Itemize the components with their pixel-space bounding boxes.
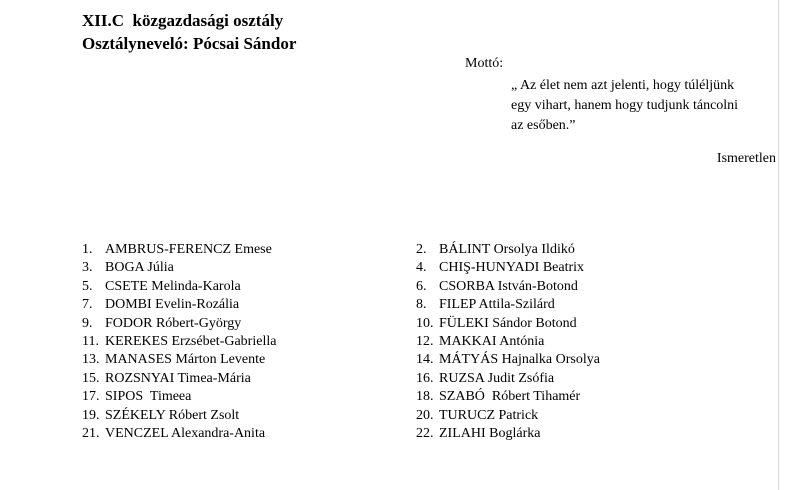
student-number: 11.	[82, 334, 99, 350]
student-item	[82, 315, 276, 333]
student-list-left	[82, 241, 276, 443]
student-item	[82, 407, 276, 425]
student-name: TURUCZ Patrick	[439, 407, 539, 423]
student-number: 8.	[416, 297, 427, 313]
student-number: 2.	[416, 242, 427, 257]
student-name: SZÉKELY Róbert Zsolt	[105, 407, 240, 423]
student-name: DOMBI Evelin-Rozália	[105, 297, 240, 313]
student-item	[416, 351, 600, 369]
student-name: CHIŞ-HUNYADI Beatrix	[439, 260, 585, 276]
student-item	[416, 333, 600, 351]
student-item	[82, 425, 276, 443]
class-title: XII.C közgazdasági osztály	[82, 11, 284, 30]
student-list-right	[416, 241, 600, 443]
student-number: 7.	[82, 297, 93, 313]
motto-line: „ Az élet nem azt jelenti, hogy túléljünk	[511, 78, 735, 93]
student-name: FÜLEKI Sándor Botond	[439, 315, 577, 331]
motto-line: az esőben.”	[511, 118, 576, 133]
student-number: 14.	[416, 352, 434, 368]
student-number: 15.	[82, 370, 100, 386]
student-name: AMBRUS-FERENCZ Emese	[105, 242, 272, 257]
student-number: 5.	[82, 278, 93, 294]
student-name: SIPOS Timeea	[105, 389, 192, 405]
student-item	[416, 315, 600, 333]
student-number: 18.	[416, 389, 434, 405]
student-number: 9.	[82, 315, 93, 331]
student-number: 17.	[82, 389, 100, 405]
student-name: VENCZEL Alexandra-Anita	[105, 426, 266, 442]
student-name: FODOR Róbert-György	[105, 315, 242, 331]
student-name: KEREKES Erzsébet-Gabriella	[105, 334, 277, 350]
student-number: 10.	[416, 315, 434, 331]
student-number: 21.	[82, 426, 100, 442]
student-number: 1.	[82, 242, 93, 257]
student-name: ROZSNYAI Timea-Mária	[105, 370, 251, 386]
student-number: 19.	[82, 407, 100, 423]
student-item	[416, 370, 600, 388]
student-item	[82, 370, 276, 388]
student-item	[82, 278, 276, 296]
student-name: MÁTYÁS Hajnalka Orsolya	[439, 352, 600, 368]
page-edge	[778, 0, 779, 490]
student-item	[416, 259, 600, 277]
student-name: RUZSA Judit Zsófia	[439, 370, 555, 386]
student-item	[82, 388, 276, 406]
student-item	[416, 278, 600, 296]
student-item	[416, 296, 600, 314]
student-item	[82, 333, 276, 351]
student-number: 12.	[416, 334, 434, 350]
student-item	[82, 351, 276, 369]
student-item	[416, 407, 600, 425]
student-number: 4.	[416, 260, 427, 276]
motto-label: Mottó:	[465, 56, 504, 71]
class-teacher: Osztályneveló: Pócsai Sándor	[82, 34, 297, 53]
student-name: SZABÓ Róbert Tihamér	[439, 389, 581, 405]
student-number: 3.	[82, 260, 93, 276]
student-item	[82, 241, 276, 259]
student-number: 16.	[416, 370, 434, 386]
student-name: FILEP Attila-Szilárd	[439, 297, 555, 313]
student-name: CSORBA István-Botond	[439, 278, 578, 294]
student-number: 6.	[416, 278, 427, 294]
motto-quote	[511, 76, 776, 136]
student-name: BOGA Júlia	[105, 260, 174, 276]
student-name: BÁLINT Orsolya Ildikó	[439, 242, 575, 257]
student-name: CSETE Melinda-Karola	[105, 278, 241, 294]
student-number: 13.	[82, 352, 100, 368]
student-name: MAKKAI Antónia	[439, 334, 545, 350]
student-number: 20.	[416, 407, 434, 423]
student-item	[416, 388, 600, 406]
motto-author: Ismeretlen	[716, 151, 776, 166]
motto-line: egy vihart, hanem hogy tudjunk táncolni	[511, 98, 739, 113]
student-item	[82, 259, 276, 277]
student-item	[82, 296, 276, 314]
student-name: ZILAHI Boglárka	[439, 426, 541, 442]
student-name: MANASES Márton Levente	[105, 352, 266, 368]
student-item	[416, 425, 600, 443]
student-number: 22.	[416, 426, 434, 442]
student-item	[416, 241, 600, 259]
